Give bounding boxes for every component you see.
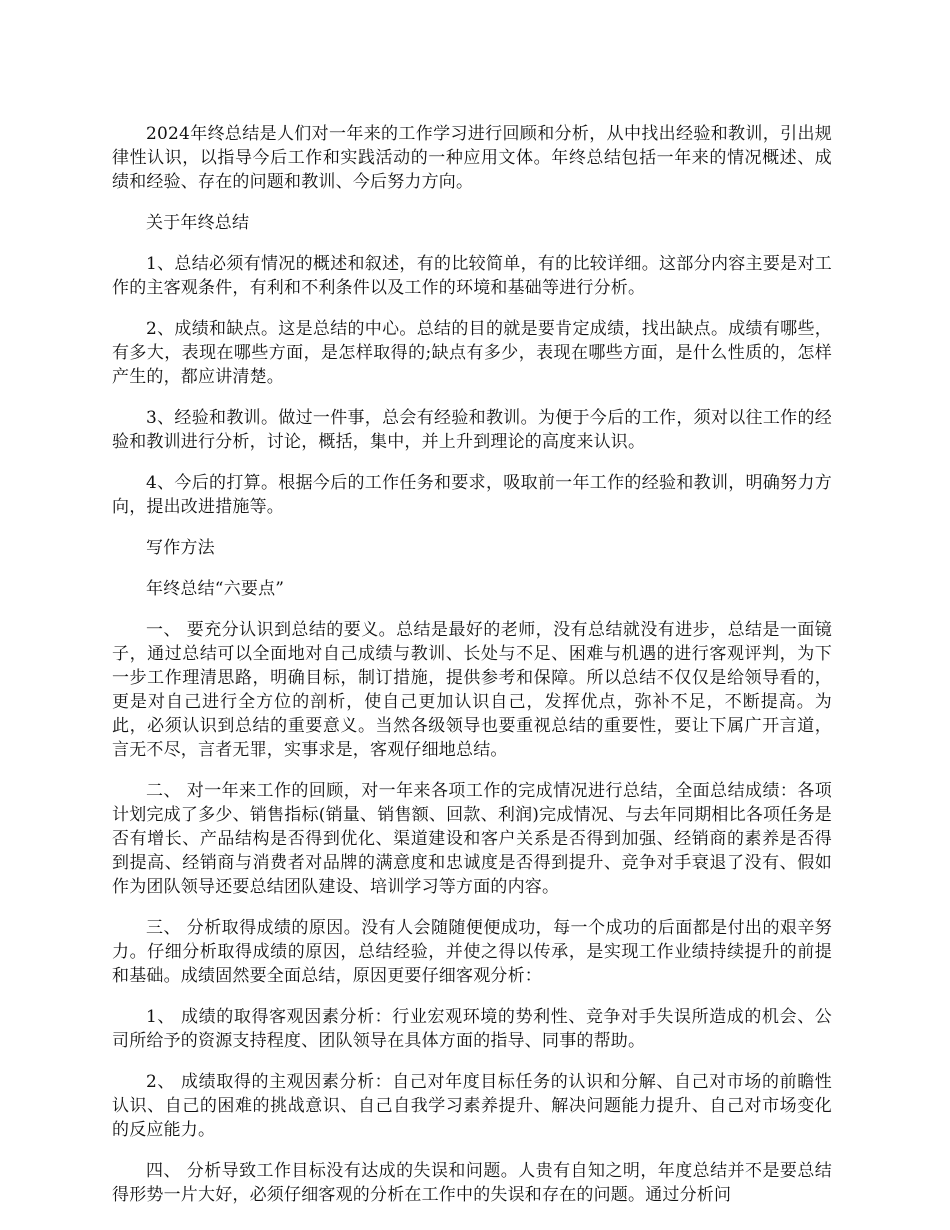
paragraph-point-3: 3、经验和教训。做过一件事，总会有经验和教训。为便于今后的工作，须对以往工作的经验和教训进行分析，讨论，概括，集中，并上升到理论的高度来认识。 (112, 408, 832, 452)
paragraph-point-1: 1、总结必须有情况的概述和叙述，有的比较简单，有的比较详细。这部分内容主要是对工作的主客观条件，有利和不利条件以及工作的环境和基础等进行分析。 (112, 254, 832, 298)
paragraph-point-2: 2、成绩和缺点。这是总结的中心。总结的目的就是要肯定成绩，找出缺点。成绩有哪些，有多大，表现在哪些方面，是怎样取得的;缺点有多少，表现在哪些方面，是什么性质的，怎样产生的，都应讲清楚。 (112, 319, 832, 387)
paragraph-subjective-factors: 2、 成绩取得的主观因素分析：自己对年度目标任务的认识和分解、自己对市场的前瞻性认识、自己的困难的挑战意识、自己自我学习素养提升、解决问题能力提升、自己对市场变化的反应能力。 (112, 1072, 832, 1140)
paragraph-six-points-4: 四、 分析导致工作目标没有达成的失误和问题。人贵有自知之明，年度总结并不是要总结得形势一片大好，必须仔细客观的分析在工作中的失误和存在的问题。通过分析问 (112, 1161, 832, 1205)
paragraph-objective-factors: 1、 成绩的取得客观因素分析：行业宏观环境的势利性、竞争对手失误所造成的机会、公司所给予的资源支持程度、团队领导在具体方面的指导、同事的帮助。 (112, 1007, 832, 1051)
paragraph-six-points-2: 二、 对一年来工作的回顾，对一年来各项工作的完成情况进行总结，全面总结成绩：各项计划完成了多少、销售指标(销量、销售额、回款、利润)完成情况、与去年同期相比各项任务是否有增长、产品结构是否得到优化、渠道建设和客户关系是否得到加强、经销商的素养是否得到提高、经销商与消费者对品牌的满意度和忠诚度是否得到提升、竞争对手衰退了没有、假如作为团队领导还要总结团队建设、培训学习等方面的内容。 (112, 781, 832, 897)
intro-paragraph: 2024年终总结是人们对一年来的工作学习进行回顾和分析，从中找出经验和教训，引出规律性认识，以指导今后工作和实践活动的一种应用文体。年终总结包括一年来的情况概述、成绩和经验、存在的问题和教训、今后努力方向。 (112, 124, 832, 192)
paragraph-six-points-3: 三、 分析取得成绩的原因。没有人会随随便便成功，每一个成功的后面都是付出的艰辛努力。仔细分析取得成绩的原因，总结经验，并使之得以传承，是实现工作业绩持续提升的前提和基础。成绩固然要全面总结，原因更要仔细客观分析： (112, 918, 832, 986)
paragraph-six-points-1: 一、 要充分认识到总结的要义。总结是最好的老师，没有总结就没有进步，总结是一面镜子，通过总结可以全面地对自己成绩与教训、长处与不足、困难与机遇的进行客观评判，为下一步工作理清思路，明确目标，制订措施，提供参考和保障。所以总结不仅仅是给领导看的，更是对自己进行全方位的剖析，使自己更加认识自己，发挥优点，弥补不足，不断提高。为此，必须认识到总结的重要意义。当然各级领导也要重视总结的重要性，要让下属广开言道，言无不尽，言者无罪，实事求是，客观仔细地总结。 (112, 620, 832, 760)
section-heading-six-points: 年终总结“六要点” (146, 579, 285, 599)
paragraph-point-4: 4、今后的打算。根据今后的工作任务和要求，吸取前一年工作的经验和教训，明确努力方向，提出改进措施等。 (112, 473, 832, 517)
section-heading-about: 关于年终总结 (146, 213, 250, 233)
section-heading-writing-method: 写作方法 (146, 538, 215, 558)
